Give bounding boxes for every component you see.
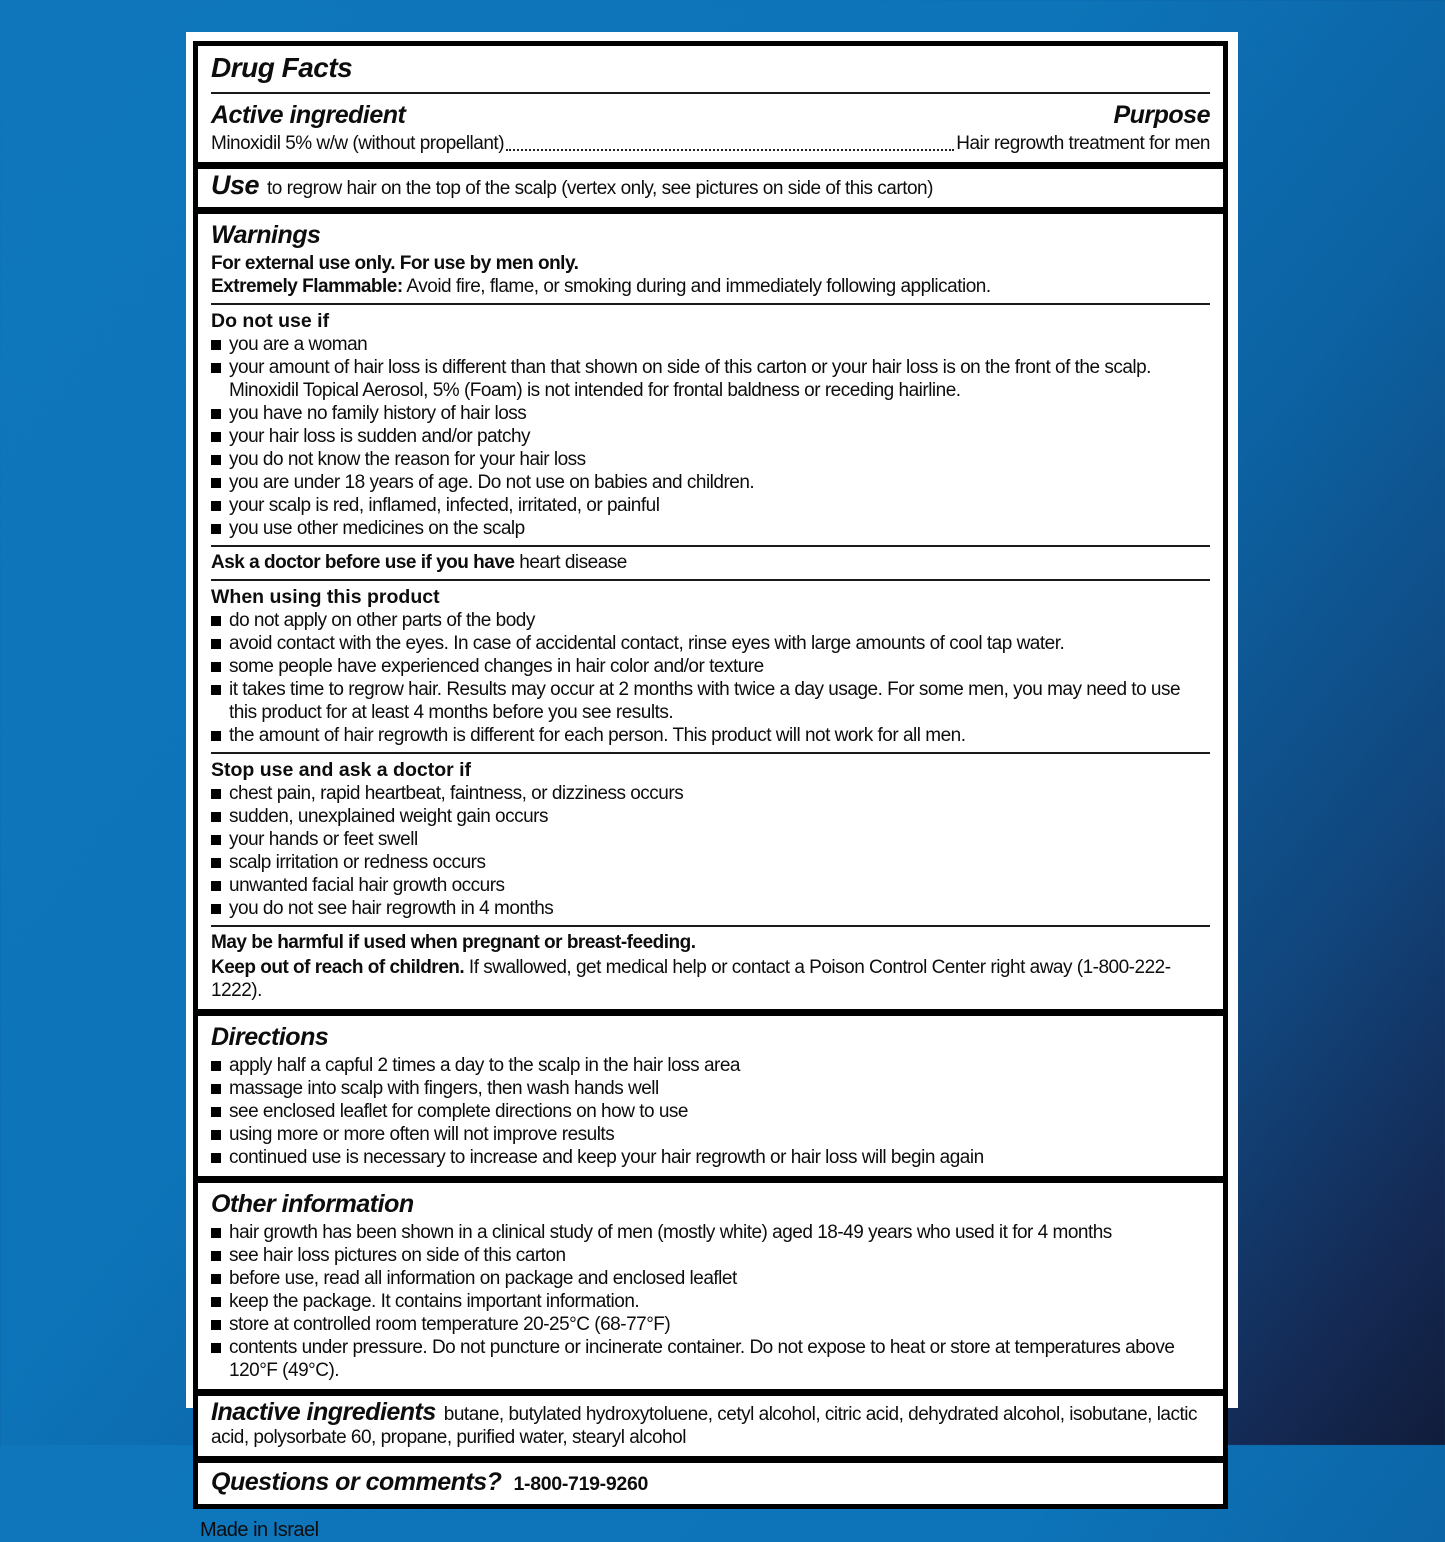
stop-use-heading: Stop use and ask a doctor if (211, 759, 472, 781)
made-in-text: Made in Israel (200, 1519, 319, 1541)
warnings-heading: Warnings (211, 221, 321, 249)
subsection-divider (211, 579, 1210, 581)
when-using-list (211, 609, 1210, 747)
inactive-ingredients-text: butane, butylated hydroxytoluene, cetyl alcohol, citric acid, dehydrated alcohol, isobutane, lactic acid, polysorbate 60, propane, purified water, stearyl alcohol (211, 1404, 1198, 1448)
use-section (198, 169, 1223, 207)
list-item: hair growth has been shown in a clinical study of men (mostly white) aged 18-49 years who used it for 4 months (211, 1221, 1210, 1244)
active-ingredient-heading: Active ingredient (211, 101, 406, 129)
drug-facts-title-section (198, 46, 1223, 92)
list-item: sudden, unexplained weight gain occurs (211, 805, 1210, 828)
list-item: the amount of hair regrowth is different for each person. This product will not work for all men. (211, 724, 1210, 747)
other-information-heading: Other information (211, 1190, 414, 1218)
do-not-use-heading: Do not use if (211, 310, 330, 332)
list-item: chest pain, rapid heartbeat, faintness, or dizziness occurs (211, 782, 1210, 805)
purpose-text: Hair regrowth treatment for men (956, 133, 1210, 154)
list-item: your scalp is red, inflamed, infected, irritated, or painful (211, 494, 1210, 517)
list-item: it takes time to regrow hair. Results may occur at 2 months with twice a day usage. For some men, you may need to use this product for at least 4 months before you see results. (211, 678, 1210, 724)
section-bar (198, 1456, 1223, 1463)
keep-out-text: If swallowed, get medical help or contact a Poison Control Center right away (1-800-222-1222). (211, 957, 1171, 1001)
list-item: you are a woman (211, 333, 1210, 356)
questions-section (198, 1463, 1223, 1504)
use-text: to regrow hair on the top of the scalp (vertex only, see pictures on side of this carton) (267, 178, 933, 199)
active-ingredient-section (198, 94, 1223, 162)
list-item: unwanted facial hair growth occurs (211, 874, 1210, 897)
other-information-section (198, 1183, 1223, 1389)
do-not-use-list (211, 333, 1210, 540)
list-item: your amount of hair loss is different than that shown on side of this carton or your hair loss is on the front of the scalp. Minoxidil Topical Aerosol, 5% (Foam) is not intended for frontal baldness or receding hairline. (211, 356, 1210, 402)
list-item: you do not see hair regrowth in 4 months (211, 897, 1210, 920)
inactive-ingredients-heading: Inactive ingredients (211, 1398, 436, 1426)
list-item: store at controlled room temperature 20-25°C (68-77°F) (211, 1313, 1210, 1336)
inactive-ingredients-section (198, 1396, 1223, 1456)
use-heading: Use (211, 170, 260, 200)
external-use-statement: For external use only. For use by men only. (211, 253, 579, 274)
subsection-divider (211, 752, 1210, 754)
list-item: you have no family history of hair loss (211, 402, 1210, 425)
list-item: your hands or feet swell (211, 828, 1210, 851)
list-item: you use other medicines on the scalp (211, 517, 1210, 540)
warnings-section (198, 214, 1223, 1009)
flammable-label: Extremely Flammable: (211, 276, 403, 297)
questions-phone: 1-800-719-9260 (513, 1473, 649, 1495)
section-bar (198, 207, 1223, 214)
list-item: do not apply on other parts of the body (211, 609, 1210, 632)
list-item: see enclosed leaflet for complete directions on how to use (211, 1100, 1210, 1123)
subsection-divider (211, 545, 1210, 547)
label-panel (186, 32, 1238, 1541)
list-item: see hair loss pictures on side of this carton (211, 1244, 1210, 1267)
directions-section (198, 1016, 1223, 1176)
list-item: continued use is necessary to increase and keep your hair regrowth or hair loss will begin again (211, 1146, 1210, 1169)
list-item: using more or more often will not improve results (211, 1123, 1210, 1146)
section-bar (198, 1389, 1223, 1396)
flammable-text: Avoid fire, flame, or smoking during and immediately following application. (402, 276, 991, 297)
directions-list (211, 1054, 1210, 1169)
pregnancy-warning: May be harmful if used when pregnant or breast-feeding. (211, 932, 696, 953)
ask-doctor-text: heart disease (514, 552, 627, 573)
list-item: keep the package. It contains important information. (211, 1290, 1210, 1313)
subsection-divider (211, 925, 1210, 927)
list-item: apply half a capful 2 times a day to the scalp in the hair loss area (211, 1054, 1210, 1077)
list-item: contents under pressure. Do not puncture or incinerate container. Do not expose to heat or store at temperatures above 120°F (49°C). (211, 1336, 1210, 1382)
list-item: your hair loss is sudden and/or patchy (211, 425, 1210, 448)
purpose-heading: Purpose (1113, 101, 1210, 129)
list-item: avoid contact with the eyes. In case of accidental contact, rinse eyes with large amounts of cool tap water. (211, 632, 1210, 655)
list-item: you are under 18 years of age. Do not use on babies and children. (211, 471, 1210, 494)
list-item: massage into scalp with fingers, then wash hands well (211, 1077, 1210, 1100)
active-ingredient-name: Minoxidil 5% w/w (without propellant) (211, 133, 505, 154)
dotted-leader (506, 149, 954, 151)
directions-heading: Directions (211, 1023, 329, 1051)
list-item: you do not know the reason for your hair loss (211, 448, 1210, 471)
section-bar (198, 162, 1223, 169)
questions-heading: Questions or comments? (211, 1468, 502, 1496)
section-bar (198, 1009, 1223, 1016)
drug-facts-title: Drug Facts (211, 52, 353, 83)
drug-facts-box (193, 41, 1228, 1509)
section-bar (198, 1176, 1223, 1183)
list-item: before use, read all information on package and enclosed leaflet (211, 1267, 1210, 1290)
subsection-divider (211, 303, 1210, 305)
keep-out-label: Keep out of reach of children. (211, 957, 465, 978)
ask-doctor-heading: Ask a doctor before use if you have (211, 552, 515, 573)
list-item: some people have experienced changes in hair color and/or texture (211, 655, 1210, 678)
other-information-list (211, 1221, 1210, 1382)
when-using-heading: When using this product (211, 586, 440, 608)
list-item: scalp irritation or redness occurs (211, 851, 1210, 874)
stop-use-list (211, 782, 1210, 920)
